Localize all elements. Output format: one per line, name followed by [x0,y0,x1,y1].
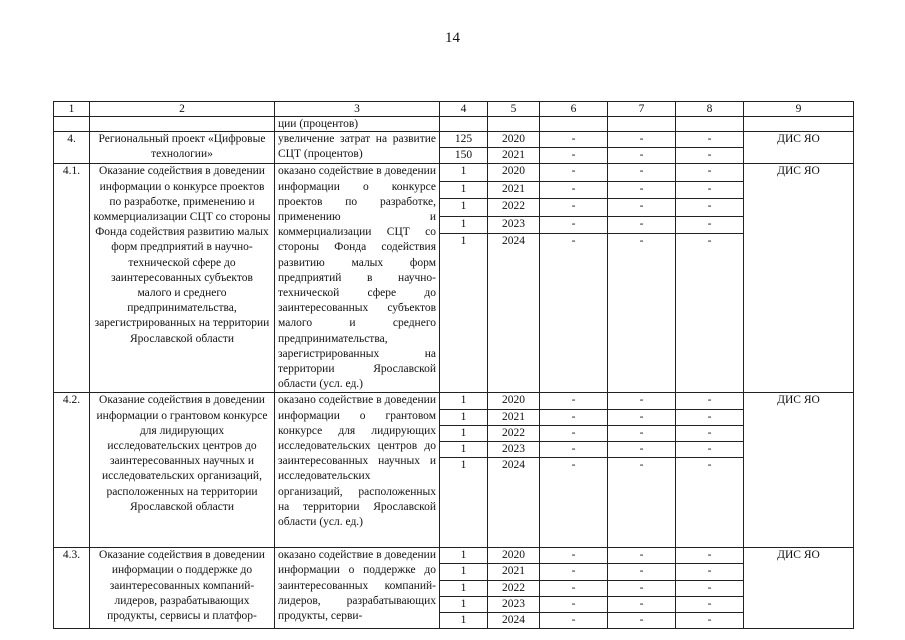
col7-value: - [608,458,676,548]
responsible-executor: ДИС ЯО [744,393,854,548]
year-value: 2020 [488,132,540,148]
col7-value: - [608,148,676,164]
year-value: 2023 [488,442,540,458]
section-number: 4.3. [54,548,90,629]
col8-value: - [676,613,744,629]
col6-value: - [540,409,608,425]
target-value: 1 [440,199,488,216]
col6-value: - [540,393,608,409]
section-description: Оказание содействия в доведении информации о поддержке до заинтересованных компаний-лидеров, разрабатывающих продукты, сервисы и платфор- [90,548,275,629]
header-cell: 6 [540,102,608,117]
year-value: 2020 [488,393,540,409]
col7-value: - [608,564,676,580]
header-row [54,102,854,117]
section-indicator: оказано содействие в доведении информации о поддержке до заинтересованных компаний-лидеров, разрабатывающих продукты, серви- [275,548,440,629]
year-value: 2021 [488,409,540,425]
target-value: 1 [440,564,488,580]
table-row [54,548,854,564]
col6-value: - [540,132,608,148]
target-value: 1 [440,425,488,441]
section-indicator: оказано содействие в доведении информации о конкурсе проектов по разработке, применению и коммерциализации СЦТ со стороны Фонда содействия развитию малых форм предприятий в научно-технической сфере до заинтересованных субъектов малого и среднего предпринимательства, зарегистрированных на территории Ярославской области (усл. ед.) [275,164,440,393]
target-value: 1 [440,164,488,181]
year-value: 2023 [488,596,540,612]
col8-value: - [676,216,744,233]
year-value: 2024 [488,458,540,548]
col8-value: - [676,393,744,409]
responsible-executor: ДИС ЯО [744,132,854,164]
col8-value: - [676,596,744,612]
col6-value: - [540,425,608,441]
indicators-table [53,101,854,629]
col8-value: - [676,442,744,458]
col7-value: - [608,393,676,409]
col6-value: - [540,181,608,198]
responsible-executor: ДИС ЯО [744,548,854,629]
year-value: 2023 [488,216,540,233]
target-value: 1 [440,216,488,233]
page-number: 14 [445,30,460,46]
col7-value: - [608,216,676,233]
year-value: 2021 [488,564,540,580]
year-value: 2022 [488,580,540,596]
year-value: 2021 [488,181,540,198]
table-row [54,393,854,409]
col7-value: - [608,234,676,393]
col6-value: - [540,199,608,216]
col6-value: - [540,234,608,393]
col7-value: - [608,164,676,181]
col7-value: - [608,409,676,425]
col6-value: - [540,613,608,629]
col8-value: - [676,425,744,441]
target-value: 1 [440,458,488,548]
header-cell: 3 [275,102,440,117]
col6-value: - [540,580,608,596]
target-value: 125 [440,132,488,148]
col7-value: - [608,548,676,564]
target-value: 1 [440,409,488,425]
header-cell: 5 [488,102,540,117]
section-description: Региональный проект «Цифровые технологии» [90,132,275,164]
section-description: Оказание содействия в доведении информации о грантовом конкурсе для лидирующих исследовательских центров до заинтересованных научных и исследовательских организаций, расположенных на территории Ярославской области [90,393,275,548]
target-value: 1 [440,596,488,612]
col8-value: - [676,409,744,425]
target-value: 1 [440,580,488,596]
col8-value: - [676,564,744,580]
col6-value: - [540,442,608,458]
col8-value: - [676,458,744,548]
header-cell: 9 [744,102,854,117]
target-value: 1 [440,613,488,629]
col8-value: - [676,181,744,198]
target-value: 1 [440,442,488,458]
year-value: 2022 [488,199,540,216]
section-indicator: оказано содействие в доведении информации о грантовом конкурсе для лидирующих исследовательских центров до заинтересованных научных и исследовательских организаций, расположенных на территории Ярославской области (усл. ед.) [275,393,440,548]
header-cell: 7 [608,102,676,117]
table-row [54,132,854,148]
year-value: 2024 [488,234,540,393]
section-indicator: увеличение затрат на развитие СЦТ (процентов) [275,132,440,164]
target-value: 1 [440,548,488,564]
col7-value: - [608,181,676,198]
section-number: 4.2. [54,393,90,548]
continuation-row [54,117,854,132]
col7-value: - [608,442,676,458]
col7-value: - [608,199,676,216]
col7-value: - [608,425,676,441]
col8-value: - [676,548,744,564]
responsible-executor: ДИС ЯО [744,164,854,393]
target-value: 1 [440,234,488,393]
col6-value: - [540,458,608,548]
col6-value: - [540,164,608,181]
header-cell: 2 [90,102,275,117]
year-value: 2021 [488,148,540,164]
header-cell: 8 [676,102,744,117]
col6-value: - [540,596,608,612]
col8-value: - [676,132,744,148]
header-cell: 4 [440,102,488,117]
year-value: 2020 [488,548,540,564]
col8-value: - [676,199,744,216]
year-value: 2022 [488,425,540,441]
col6-value: - [540,564,608,580]
year-value: 2024 [488,613,540,629]
col6-value: - [540,216,608,233]
table-row [54,164,854,181]
col7-value: - [608,613,676,629]
col7-value: - [608,596,676,612]
col8-value: - [676,164,744,181]
target-value: 1 [440,393,488,409]
col6-value: - [540,148,608,164]
col7-value: - [608,132,676,148]
target-value: 150 [440,148,488,164]
col8-value: - [676,148,744,164]
year-value: 2020 [488,164,540,181]
col8-value: - [676,234,744,393]
section-number: 4.1. [54,164,90,393]
col7-value: - [608,580,676,596]
section-number: 4. [54,132,90,164]
target-value: 1 [440,181,488,198]
header-cell: 1 [54,102,90,117]
continuation-text: ции (процентов) [275,117,440,132]
section-description: Оказание содействия в доведении информации о конкурсе проектов по разработке, применению и коммерциализации СЦТ со стороны Фонда содействия развитию малых форм предприятий в научно-технической сфере до заинтересованных субъектов малого и среднего предпринимательства, зарегистрированных на территории Ярославской области [90,164,275,393]
col8-value: - [676,580,744,596]
col6-value: - [540,548,608,564]
